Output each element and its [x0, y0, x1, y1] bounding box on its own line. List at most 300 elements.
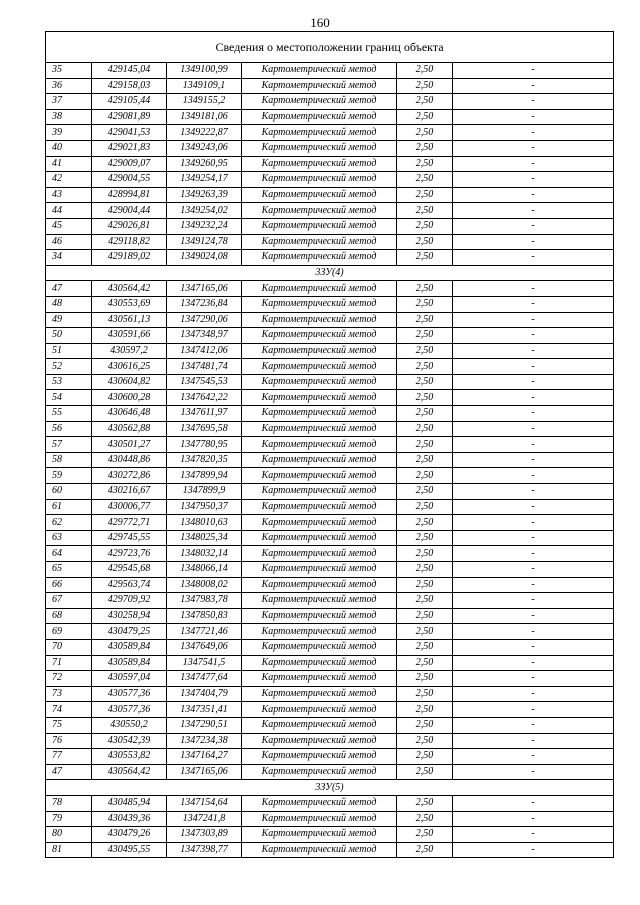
method-cell: Картометрический метод — [242, 515, 397, 531]
point-number: 38 — [46, 109, 92, 125]
coord-x: 430448,86 — [92, 452, 167, 468]
point-number: 59 — [46, 468, 92, 484]
coord-x: 430542,39 — [92, 733, 167, 749]
accuracy-cell: 2,50 — [397, 218, 453, 234]
method-cell: Картометрический метод — [242, 655, 397, 671]
point-number: 69 — [46, 624, 92, 640]
point-number: 60 — [46, 484, 92, 500]
point-number: 57 — [46, 437, 92, 453]
table-row — [46, 671, 614, 687]
description-cell: - — [453, 187, 614, 203]
description-cell: - — [453, 749, 614, 765]
coord-x: 430646,48 — [92, 406, 167, 422]
table-row — [46, 125, 614, 141]
description-cell: - — [453, 78, 614, 94]
table-row — [46, 312, 614, 328]
accuracy-cell: 2,50 — [397, 374, 453, 390]
description-cell: - — [453, 468, 614, 484]
table-row — [46, 63, 614, 79]
accuracy-cell: 2,50 — [397, 421, 453, 437]
table-row — [46, 702, 614, 718]
coord-x: 429745,55 — [92, 530, 167, 546]
table-row — [46, 639, 614, 655]
description-cell: - — [453, 811, 614, 827]
accuracy-cell: 2,50 — [397, 437, 453, 453]
accuracy-cell: 2,50 — [397, 577, 453, 593]
point-number: 42 — [46, 172, 92, 188]
coord-y: 1348010,63 — [167, 515, 242, 531]
coord-y: 1347477,64 — [167, 671, 242, 687]
description-cell: - — [453, 234, 614, 250]
accuracy-cell: 2,50 — [397, 639, 453, 655]
description-cell: - — [453, 421, 614, 437]
description-cell: - — [453, 639, 614, 655]
coord-x: 429723,76 — [92, 546, 167, 562]
point-number: 51 — [46, 343, 92, 359]
method-cell: Картометрический метод — [242, 764, 397, 780]
coord-y: 1347780,95 — [167, 437, 242, 453]
table-row — [46, 218, 614, 234]
table-row — [46, 78, 614, 94]
method-cell: Картометрический метод — [242, 421, 397, 437]
accuracy-cell: 2,50 — [397, 499, 453, 515]
accuracy-cell: 2,50 — [397, 406, 453, 422]
coord-y: 1348066,14 — [167, 562, 242, 578]
accuracy-cell: 2,50 — [397, 530, 453, 546]
description-cell: - — [453, 296, 614, 312]
method-cell: Картометрический метод — [242, 717, 397, 733]
table-row — [46, 811, 614, 827]
description-cell: - — [453, 484, 614, 500]
coord-x: 430564,42 — [92, 281, 167, 297]
coord-x: 429004,55 — [92, 172, 167, 188]
coord-y: 1347545,53 — [167, 374, 242, 390]
coord-x: 430597,04 — [92, 671, 167, 687]
coord-y: 1347348,97 — [167, 328, 242, 344]
coord-y: 1348032,14 — [167, 546, 242, 562]
point-number: 52 — [46, 359, 92, 375]
point-number: 72 — [46, 671, 92, 687]
coord-y: 1349024,08 — [167, 250, 242, 266]
table-row — [46, 390, 614, 406]
description-cell: - — [453, 827, 614, 843]
coord-x: 429041,53 — [92, 125, 167, 141]
coord-x: 429545,68 — [92, 562, 167, 578]
coord-x: 430485,94 — [92, 795, 167, 811]
method-cell: Картометрический метод — [242, 827, 397, 843]
method-cell: Картометрический метод — [242, 187, 397, 203]
description-cell: - — [453, 577, 614, 593]
accuracy-cell: 2,50 — [397, 671, 453, 687]
point-number: 62 — [46, 515, 92, 531]
description-cell: - — [453, 671, 614, 687]
accuracy-cell: 2,50 — [397, 546, 453, 562]
section-label: 3ЗУ(5) — [46, 780, 614, 796]
point-number: 74 — [46, 702, 92, 718]
accuracy-cell: 2,50 — [397, 484, 453, 500]
method-cell: Картометрический метод — [242, 795, 397, 811]
description-cell: - — [453, 764, 614, 780]
coord-x: 429709,92 — [92, 593, 167, 609]
coord-y: 1347820,35 — [167, 452, 242, 468]
description-cell: - — [453, 437, 614, 453]
section-label: 3ЗУ(4) — [46, 265, 614, 281]
table-row — [46, 749, 614, 765]
table-row — [46, 421, 614, 437]
point-number: 49 — [46, 312, 92, 328]
description-cell: - — [453, 733, 614, 749]
point-number: 44 — [46, 203, 92, 219]
coord-x: 430495,55 — [92, 842, 167, 858]
coord-y: 1349124,78 — [167, 234, 242, 250]
method-cell: Картометрический метод — [242, 359, 397, 375]
description-cell: - — [453, 359, 614, 375]
coord-y: 1349100,99 — [167, 63, 242, 79]
table-row — [46, 172, 614, 188]
coord-y: 1347481,74 — [167, 359, 242, 375]
point-number: 54 — [46, 390, 92, 406]
table-title: Сведения о местоположении границ объекта — [46, 32, 614, 63]
method-cell: Картометрический метод — [242, 374, 397, 390]
coord-x: 430616,25 — [92, 359, 167, 375]
description-cell: - — [453, 109, 614, 125]
description-cell: - — [453, 250, 614, 266]
accuracy-cell: 2,50 — [397, 156, 453, 172]
method-cell: Картометрический метод — [242, 390, 397, 406]
point-number: 78 — [46, 795, 92, 811]
coord-y: 1347398,77 — [167, 842, 242, 858]
coord-x: 430597,2 — [92, 343, 167, 359]
point-number: 56 — [46, 421, 92, 437]
description-cell: - — [453, 94, 614, 110]
coord-y: 1347983,78 — [167, 593, 242, 609]
description-cell: - — [453, 374, 614, 390]
coord-y: 1347404,79 — [167, 686, 242, 702]
coord-x: 430600,28 — [92, 390, 167, 406]
coord-y: 1347290,06 — [167, 312, 242, 328]
coord-x: 429105,44 — [92, 94, 167, 110]
coord-x: 430577,36 — [92, 686, 167, 702]
point-number: 45 — [46, 218, 92, 234]
point-number: 39 — [46, 125, 92, 141]
accuracy-cell: 2,50 — [397, 593, 453, 609]
coord-y: 1347351,41 — [167, 702, 242, 718]
method-cell: Картометрический метод — [242, 608, 397, 624]
coord-y: 1349260,95 — [167, 156, 242, 172]
coord-x: 428994,81 — [92, 187, 167, 203]
accuracy-cell: 2,50 — [397, 468, 453, 484]
accuracy-cell: 2,50 — [397, 827, 453, 843]
accuracy-cell: 2,50 — [397, 702, 453, 718]
table-row — [46, 250, 614, 266]
coord-x: 429009,07 — [92, 156, 167, 172]
point-number: 43 — [46, 187, 92, 203]
coord-y: 1349263,39 — [167, 187, 242, 203]
table-row — [46, 795, 614, 811]
accuracy-cell: 2,50 — [397, 624, 453, 640]
table-row — [46, 374, 614, 390]
accuracy-cell: 2,50 — [397, 717, 453, 733]
point-number: 53 — [46, 374, 92, 390]
description-cell: - — [453, 593, 614, 609]
table-row — [46, 562, 614, 578]
accuracy-cell: 2,50 — [397, 78, 453, 94]
accuracy-cell: 2,50 — [397, 795, 453, 811]
coord-y: 1347164,27 — [167, 749, 242, 765]
point-number: 70 — [46, 639, 92, 655]
description-cell: - — [453, 499, 614, 515]
table-title-row — [46, 32, 614, 63]
accuracy-cell: 2,50 — [397, 733, 453, 749]
method-cell: Картометрический метод — [242, 811, 397, 827]
coord-x: 429189,02 — [92, 250, 167, 266]
table-row — [46, 842, 614, 858]
method-cell: Картометрический метод — [242, 94, 397, 110]
boundary-coordinates-table — [45, 31, 614, 858]
accuracy-cell: 2,50 — [397, 764, 453, 780]
method-cell: Картометрический метод — [242, 140, 397, 156]
table-row — [46, 437, 614, 453]
table-row — [46, 452, 614, 468]
point-number: 46 — [46, 234, 92, 250]
coord-x: 429772,71 — [92, 515, 167, 531]
coord-y: 1349109,1 — [167, 78, 242, 94]
coord-x: 430006,77 — [92, 499, 167, 515]
method-cell: Картометрический метод — [242, 172, 397, 188]
point-number: 81 — [46, 842, 92, 858]
method-cell: Картометрический метод — [242, 468, 397, 484]
accuracy-cell: 2,50 — [397, 686, 453, 702]
accuracy-cell: 2,50 — [397, 811, 453, 827]
table-row — [46, 764, 614, 780]
point-number: 61 — [46, 499, 92, 515]
coord-y: 1347236,84 — [167, 296, 242, 312]
accuracy-cell: 2,50 — [397, 203, 453, 219]
description-cell: - — [453, 795, 614, 811]
description-cell: - — [453, 686, 614, 702]
coord-x: 430258,94 — [92, 608, 167, 624]
page-number: 160 — [310, 15, 330, 30]
accuracy-cell: 2,50 — [397, 655, 453, 671]
table-row — [46, 577, 614, 593]
description-cell: - — [453, 203, 614, 219]
description-cell: - — [453, 562, 614, 578]
coord-y: 1347154,64 — [167, 795, 242, 811]
coord-y: 1347899,9 — [167, 484, 242, 500]
table-row — [46, 468, 614, 484]
description-cell: - — [453, 530, 614, 546]
point-number: 66 — [46, 577, 92, 593]
description-cell: - — [453, 546, 614, 562]
coord-y: 1347241,8 — [167, 811, 242, 827]
method-cell: Картометрический метод — [242, 218, 397, 234]
method-cell: Картометрический метод — [242, 437, 397, 453]
description-cell: - — [453, 406, 614, 422]
description-cell: - — [453, 218, 614, 234]
accuracy-cell: 2,50 — [397, 515, 453, 531]
table-row — [46, 328, 614, 344]
description-cell: - — [453, 140, 614, 156]
coord-x: 429021,83 — [92, 140, 167, 156]
point-number: 41 — [46, 156, 92, 172]
coord-x: 430553,82 — [92, 749, 167, 765]
accuracy-cell: 2,50 — [397, 63, 453, 79]
method-cell: Картометрический метод — [242, 530, 397, 546]
point-number: 48 — [46, 296, 92, 312]
point-number: 64 — [46, 546, 92, 562]
coord-y: 1349232,24 — [167, 218, 242, 234]
method-cell: Картометрический метод — [242, 109, 397, 125]
coord-x: 430272,86 — [92, 468, 167, 484]
point-number: 80 — [46, 827, 92, 843]
point-number: 71 — [46, 655, 92, 671]
method-cell: Картометрический метод — [242, 156, 397, 172]
coord-x: 430479,26 — [92, 827, 167, 843]
table-row — [46, 515, 614, 531]
coord-y: 1347165,06 — [167, 764, 242, 780]
description-cell: - — [453, 156, 614, 172]
table-row — [46, 593, 614, 609]
method-cell: Картометрический метод — [242, 125, 397, 141]
point-number: 55 — [46, 406, 92, 422]
method-cell: Картометрический метод — [242, 624, 397, 640]
accuracy-cell: 2,50 — [397, 328, 453, 344]
point-number: 47 — [46, 281, 92, 297]
coord-y: 1347721,46 — [167, 624, 242, 640]
accuracy-cell: 2,50 — [397, 390, 453, 406]
accuracy-cell: 2,50 — [397, 94, 453, 110]
coord-y: 1349243,06 — [167, 140, 242, 156]
accuracy-cell: 2,50 — [397, 281, 453, 297]
table-row — [46, 406, 614, 422]
method-cell: Картометрический метод — [242, 484, 397, 500]
method-cell: Картометрический метод — [242, 749, 397, 765]
method-cell: Картометрический метод — [242, 593, 397, 609]
description-cell: - — [453, 63, 614, 79]
coord-x: 429563,74 — [92, 577, 167, 593]
accuracy-cell: 2,50 — [397, 250, 453, 266]
accuracy-cell: 2,50 — [397, 562, 453, 578]
method-cell: Картометрический метод — [242, 328, 397, 344]
accuracy-cell: 2,50 — [397, 187, 453, 203]
description-cell: - — [453, 125, 614, 141]
accuracy-cell: 2,50 — [397, 343, 453, 359]
coord-y: 1347412,06 — [167, 343, 242, 359]
table-row — [46, 296, 614, 312]
coord-x: 429145,04 — [92, 63, 167, 79]
point-number: 76 — [46, 733, 92, 749]
accuracy-cell: 2,50 — [397, 452, 453, 468]
table-row — [46, 717, 614, 733]
method-cell: Картометрический метод — [242, 686, 397, 702]
point-number: 65 — [46, 562, 92, 578]
table-row — [46, 187, 614, 203]
table-row — [46, 281, 614, 297]
accuracy-cell: 2,50 — [397, 234, 453, 250]
coord-y: 1347642,22 — [167, 390, 242, 406]
coord-x: 429158,03 — [92, 78, 167, 94]
coord-x: 430589,84 — [92, 655, 167, 671]
coord-y: 1347649,06 — [167, 639, 242, 655]
coord-x: 430501,27 — [92, 437, 167, 453]
method-cell: Картометрический метод — [242, 296, 397, 312]
coord-y: 1347234,38 — [167, 733, 242, 749]
table-row — [46, 686, 614, 702]
coord-x: 429004,44 — [92, 203, 167, 219]
table-row — [46, 655, 614, 671]
accuracy-cell: 2,50 — [397, 140, 453, 156]
coord-y: 1347695,58 — [167, 421, 242, 437]
coord-y: 1348025,34 — [167, 530, 242, 546]
method-cell: Картометрический метод — [242, 312, 397, 328]
table-row — [46, 359, 614, 375]
point-number: 68 — [46, 608, 92, 624]
description-cell: - — [453, 515, 614, 531]
description-cell: - — [453, 624, 614, 640]
table-row — [46, 530, 614, 546]
accuracy-cell: 2,50 — [397, 125, 453, 141]
method-cell: Картометрический метод — [242, 78, 397, 94]
accuracy-cell: 2,50 — [397, 296, 453, 312]
method-cell: Картометрический метод — [242, 203, 397, 219]
point-number: 77 — [46, 749, 92, 765]
coord-x: 430550,2 — [92, 717, 167, 733]
accuracy-cell: 2,50 — [397, 312, 453, 328]
point-number: 34 — [46, 250, 92, 266]
description-cell: - — [453, 343, 614, 359]
coord-y: 1347899,94 — [167, 468, 242, 484]
point-number: 37 — [46, 94, 92, 110]
method-cell: Картометрический метод — [242, 562, 397, 578]
coord-x: 430553,69 — [92, 296, 167, 312]
point-number: 47 — [46, 764, 92, 780]
table-row — [46, 546, 614, 562]
table-row — [46, 608, 614, 624]
description-cell: - — [453, 608, 614, 624]
coord-y: 1349222,87 — [167, 125, 242, 141]
coord-x: 430591,66 — [92, 328, 167, 344]
point-number: 40 — [46, 140, 92, 156]
coord-x: 430439,36 — [92, 811, 167, 827]
accuracy-cell: 2,50 — [397, 842, 453, 858]
coord-y: 1349181,06 — [167, 109, 242, 125]
table-row — [46, 827, 614, 843]
accuracy-cell: 2,50 — [397, 608, 453, 624]
description-cell: - — [453, 281, 614, 297]
method-cell: Картометрический метод — [242, 281, 397, 297]
table-row — [46, 156, 614, 172]
table-row — [46, 203, 614, 219]
method-cell: Картометрический метод — [242, 639, 397, 655]
table-row — [46, 140, 614, 156]
method-cell: Картометрический метод — [242, 250, 397, 266]
coord-y: 1347303,89 — [167, 827, 242, 843]
description-cell: - — [453, 655, 614, 671]
coord-y: 1347850,83 — [167, 608, 242, 624]
method-cell: Картометрический метод — [242, 63, 397, 79]
method-cell: Картометрический метод — [242, 499, 397, 515]
point-number: 50 — [46, 328, 92, 344]
description-cell: - — [453, 312, 614, 328]
coord-y: 1348008,02 — [167, 577, 242, 593]
description-cell: - — [453, 328, 614, 344]
coord-y: 1349254,02 — [167, 203, 242, 219]
point-number: 58 — [46, 452, 92, 468]
coord-y: 1347541,5 — [167, 655, 242, 671]
method-cell: Картометрический метод — [242, 577, 397, 593]
coord-x: 430562,88 — [92, 421, 167, 437]
point-number: 63 — [46, 530, 92, 546]
